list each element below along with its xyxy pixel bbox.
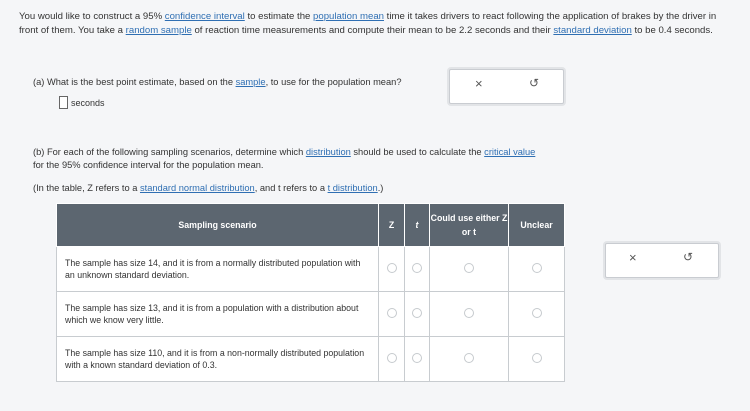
scenario-table	[56, 203, 565, 382]
part-a-question	[33, 77, 402, 87]
scenario-cell	[57, 292, 379, 337]
unit-label: seconds	[71, 97, 105, 108]
note-text: .)	[377, 183, 384, 193]
radio-cell	[379, 247, 405, 292]
header-z: Z	[379, 204, 405, 247]
radio-unclear[interactable]	[532, 308, 542, 318]
intro-text: of reaction time measurements and compute their mean to be 2.2 seconds and their	[191, 25, 554, 36]
radio-cell	[379, 292, 405, 337]
note-text: , and t refers to a	[254, 183, 328, 193]
question-text: (b) For each of the following sampling scenarios, determine which	[33, 147, 306, 157]
radio-cell	[405, 337, 430, 382]
intro-text: to estimate the	[244, 11, 314, 22]
distribution-link[interactable]: distribution	[305, 147, 351, 157]
population-mean-link[interactable]: population mean	[313, 11, 384, 22]
radio-unclear[interactable]	[532, 353, 542, 363]
question-text: (a) What is the best point estimate, based on the	[33, 77, 236, 87]
header-unclear: Unclear	[509, 204, 565, 247]
scenario-text: The sample has size 14, and it is from a normally distributed population with an unknown standard deviation.	[65, 257, 361, 280]
radio-t[interactable]	[412, 263, 422, 273]
table-row	[57, 337, 565, 382]
note-text: (In the table, Z refers to a	[33, 183, 140, 193]
radio-t[interactable]	[412, 308, 422, 318]
standard-normal-link[interactable]: standard normal distribution	[139, 183, 255, 193]
scenario-cell	[57, 337, 379, 382]
table-row	[57, 247, 565, 292]
question-text: should be used to calculate the	[350, 147, 485, 157]
intro-text: to be 0.4 seconds.	[631, 25, 713, 36]
header-t: t	[405, 204, 430, 247]
question-text: for the 95% confidence interval for the population mean.	[33, 159, 264, 170]
question-text: , to use for the population mean?	[265, 77, 402, 87]
random-sample-link[interactable]: random sample	[125, 25, 192, 36]
radio-cell	[430, 292, 509, 337]
header-scenario: Sampling scenario	[57, 204, 379, 247]
radio-cell	[405, 247, 430, 292]
radio-cell	[379, 337, 405, 382]
scenario-text: The sample has size 13, and it is from a population with a distribution about which we know very little.	[65, 302, 359, 325]
radio-cell	[405, 292, 430, 337]
clear-icon[interactable]: ×	[629, 250, 637, 265]
radio-either[interactable]	[464, 263, 474, 273]
header-either: Could use either Z or t	[430, 204, 509, 247]
radio-z[interactable]	[387, 263, 397, 273]
clear-icon[interactable]: ×	[475, 76, 483, 91]
undo-icon[interactable]: ↺	[683, 250, 694, 264]
radio-cell	[509, 292, 565, 337]
radio-either[interactable]	[464, 308, 474, 318]
confidence-interval-link[interactable]: confidence interval	[164, 11, 245, 22]
part-a-answer	[59, 96, 105, 109]
undo-icon[interactable]: ↺	[529, 76, 540, 90]
t-distribution-link[interactable]: t distribution	[327, 183, 378, 193]
part-b-controls	[605, 243, 719, 278]
intro-text: You would like to construct a 95%	[19, 11, 165, 22]
radio-either[interactable]	[464, 353, 474, 363]
scenario-text: The sample has size 110, and it is from a non-normally distributed population with a known standard deviation of 0.3.	[65, 347, 365, 370]
intro-text: time it takes drivers to react following the application of brakes by the driver in front of them. You take a	[19, 11, 717, 36]
radio-cell	[509, 337, 565, 382]
radio-cell	[430, 337, 509, 382]
radio-unclear[interactable]	[532, 263, 542, 273]
radio-z[interactable]	[387, 353, 397, 363]
scenario-cell	[57, 247, 379, 292]
point-estimate-input[interactable]	[59, 96, 68, 109]
radio-cell	[430, 247, 509, 292]
radio-t[interactable]	[412, 353, 422, 363]
critical-value-link[interactable]: critical value	[484, 147, 536, 157]
table-header-row	[57, 204, 565, 247]
radio-z[interactable]	[387, 308, 397, 318]
part-b-question	[33, 146, 593, 171]
part-a-controls	[449, 69, 564, 104]
sample-link[interactable]: sample	[235, 77, 266, 87]
standard-deviation-link[interactable]: standard deviation	[553, 25, 632, 36]
table-row	[57, 292, 565, 337]
problem-statement	[19, 10, 735, 38]
part-b-note	[33, 183, 383, 193]
radio-cell	[509, 247, 565, 292]
